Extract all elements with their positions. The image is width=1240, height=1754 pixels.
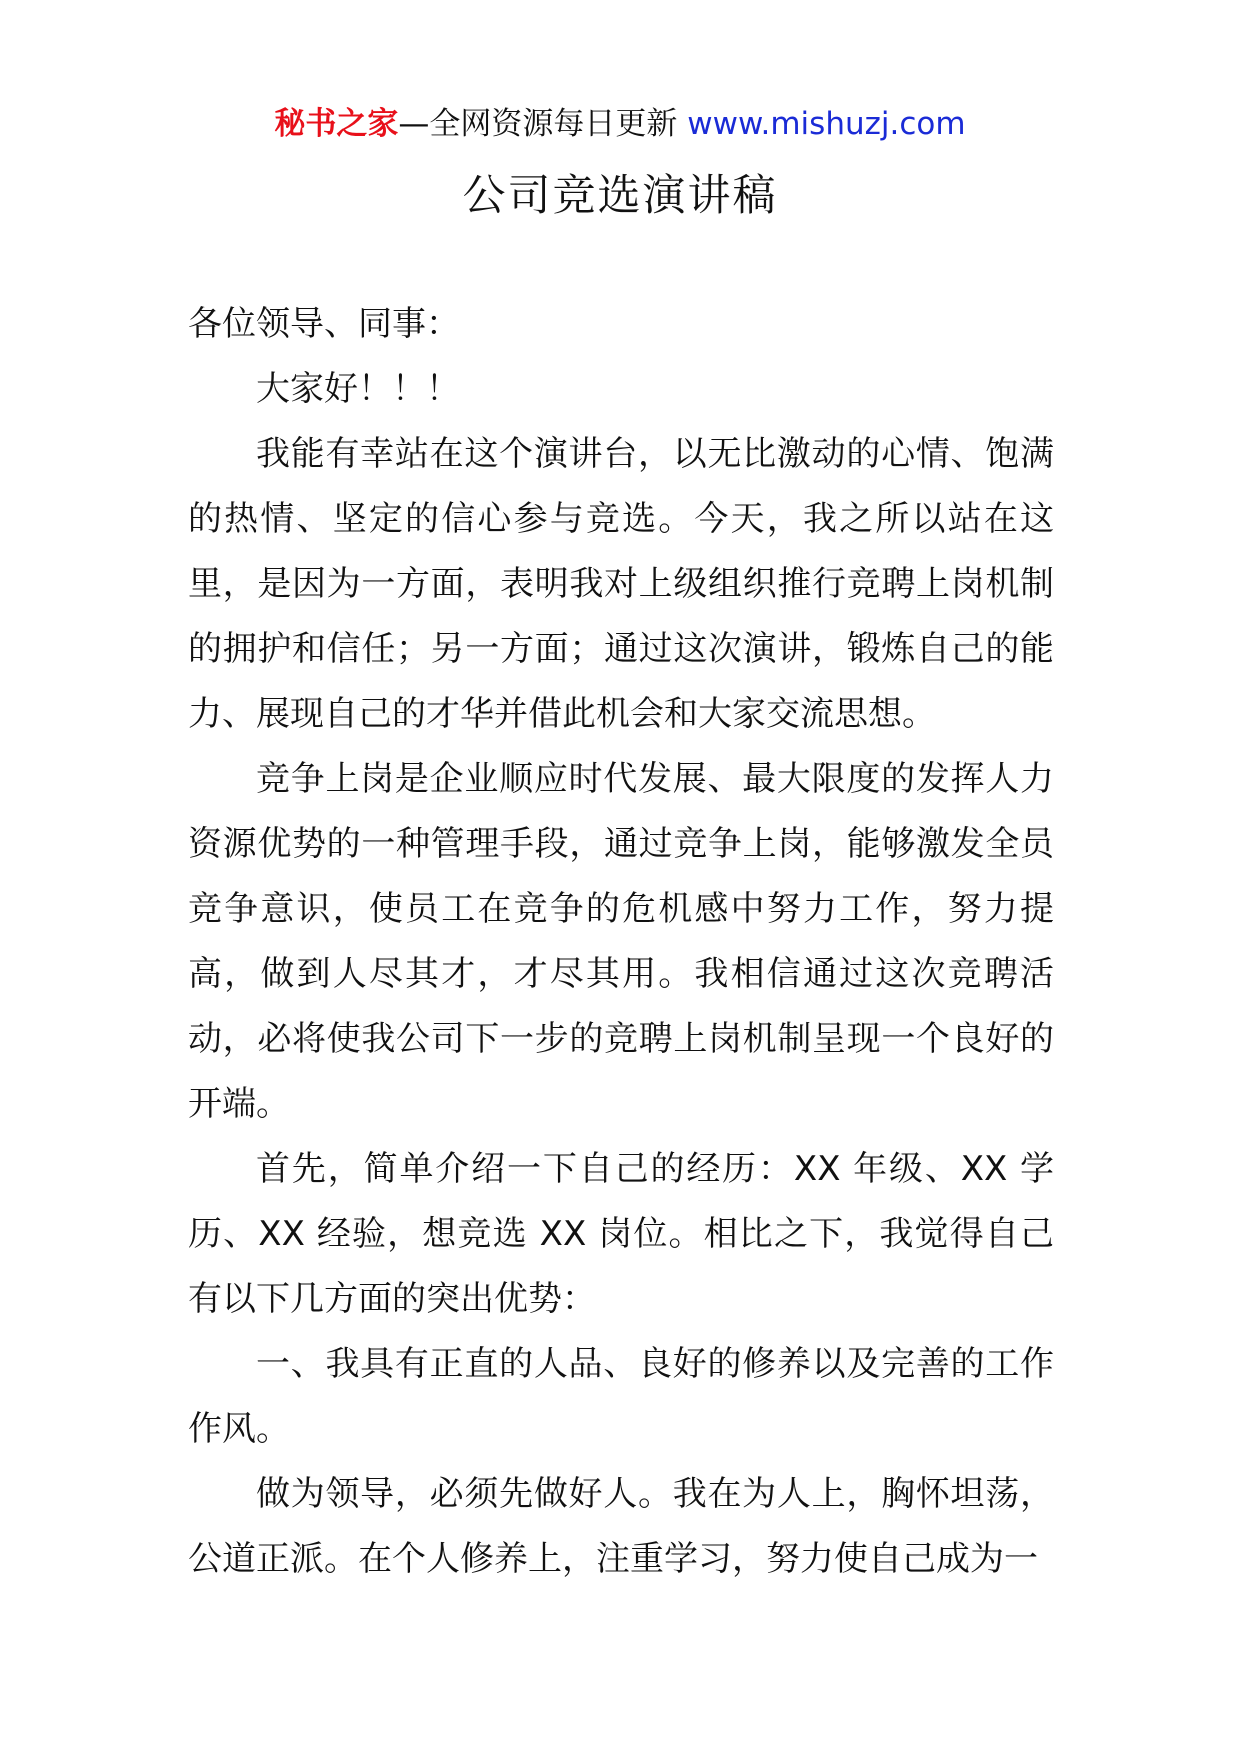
section-heading-one: 一、我具有正直的人品、良好的修养以及完善的工作作风。 [188,1344,1054,1449]
paragraph-competition: 竞争上岗是企业顺应时代发展、最大限度的发挥人力资源优势的一种管理手段，通过竞争上岗，能够激发全员竞争意识，使员工在竞争的危机感中努力工作，努力提高，做到人尽其才，才尽其用。我相信通过这次竞聘活动，必将使我公司下一步的竞聘上岗机制呈现一个良好的开端。 [188,759,1054,1124]
paragraph-leadership: 做为领导，必须先做好人。我在为人上，胸怀坦荡，公道正派。在个人修养上，注重学习，努力使自己成为一 [188,1474,1054,1579]
paragraph-intro: 我能有幸站在这个演讲台，以无比激动的心情、饱满的热情、坚定的信心参与竞选。今天，我之所以站在这里，是因为一方面，表明我对上级组织推行竞聘上岗机制的拥护和信任；另一方面；通过这次演讲，锻炼自己的能力、展现自己的才华并借此机会和大家交流思想。 [188,434,1054,734]
document-body [188,292,1054,1592]
site-url-link[interactable]: www.mishuzj.com [687,106,966,142]
greeting: 大家好！！！ [256,369,460,409]
site-header [0,98,1240,150]
brand-name: 秘书之家 [274,106,399,142]
paragraph-experience: 首先，简单介绍一下自己的经历：XX 年级、XX 学历、XX 经验，想竞选 XX 岗位。相比之下，我觉得自己有以下几方面的突出优势： [188,1149,1054,1319]
document-title: 公司竞选演讲稿 [462,171,778,221]
salutation: 各位领导、同事： [188,304,460,344]
header-slogan: —全网资源每日更新 [398,106,688,142]
